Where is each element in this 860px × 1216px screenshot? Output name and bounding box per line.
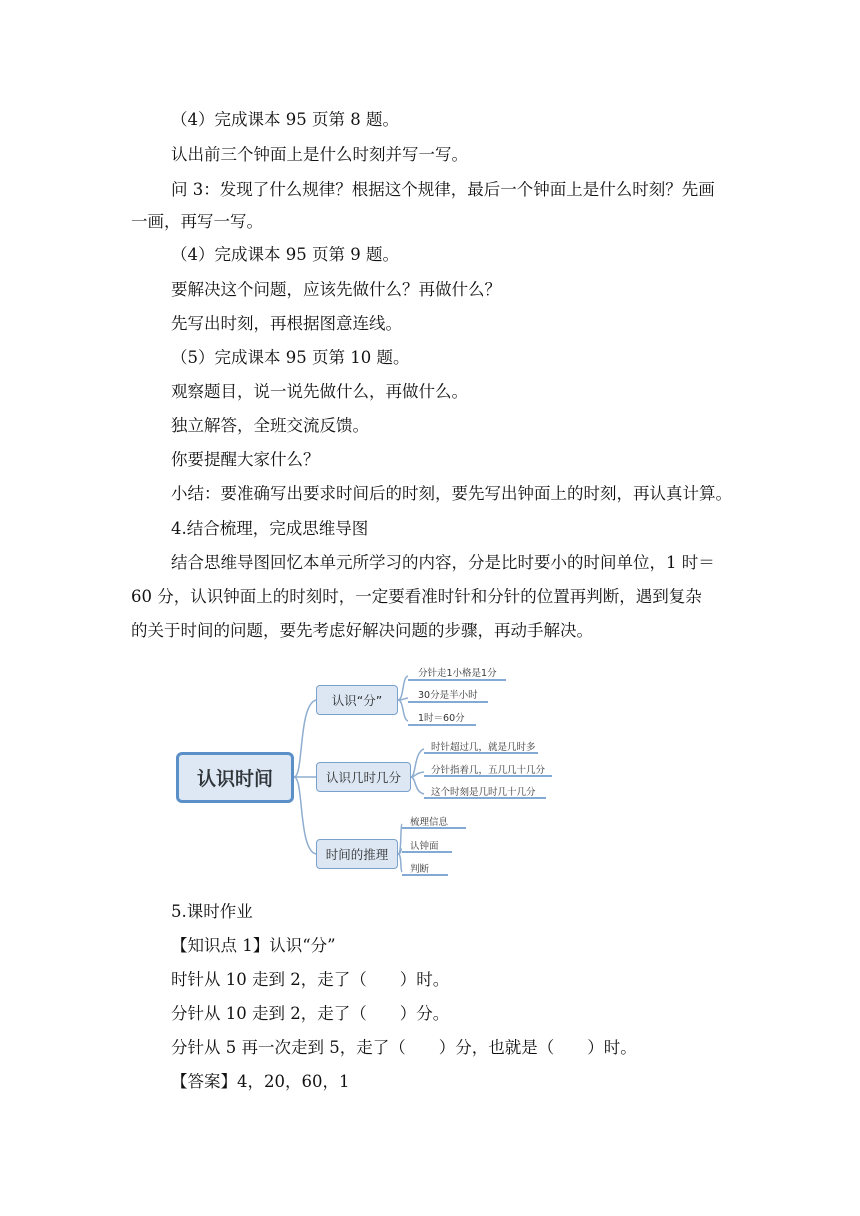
- paragraph: 你要提醒大家什么？: [171, 450, 320, 469]
- answer: 【答案】4，20，60，1: [171, 1072, 350, 1091]
- question-3: 问 3：发现了什么规律？根据这个规律，最后一个钟面上是什么时刻？先画: [171, 180, 715, 199]
- mind-map: [176, 660, 576, 885]
- leaf: 1时＝60分: [418, 713, 465, 724]
- paragraph: 先写出时刻，再根据图意连线。: [171, 314, 402, 333]
- homework-title: 5.课时作业: [171, 902, 253, 921]
- leaf: 分针指着几，五几几十几分: [431, 765, 546, 776]
- knowledge-point-1: 【知识点 1】认识“分”: [171, 936, 336, 955]
- summary: 小结：要准确写出要求时间后的时刻，要先写出钟面上的时刻，再认真计算。: [171, 484, 732, 503]
- question-2: 分针从 10 走到 2，走了（ ）分。: [171, 1004, 450, 1023]
- leaf: 认钟面: [410, 841, 439, 852]
- leaf: 梳理信息: [410, 817, 449, 828]
- question-3: 分针从 5 再一次走到 5，走了（ ）分，也就是（ ）时。: [171, 1038, 637, 1057]
- leaf: 判断: [410, 864, 430, 875]
- leaf: 时针超过几，就是几时多: [431, 742, 536, 753]
- branch-recognize-minute: 认识“分”: [316, 685, 398, 715]
- question-1: 时针从 10 走到 2，走了（ ）时。: [171, 970, 450, 989]
- exercise-8-heading: （4）完成课本 95 页第 8 题。: [171, 110, 399, 129]
- exercise-9-heading: （4）完成课本 95 页第 9 题。: [171, 245, 399, 264]
- leaf: 分针走1小格是1分: [418, 668, 497, 679]
- paragraph: 的关于时间的问题，要先考虑好解决问题的步骤，再动手解决。: [131, 621, 593, 640]
- branch-hours-minutes: 认识几时几分: [316, 762, 411, 792]
- section-4-heading: 4.结合梳理，完成思维导图: [171, 519, 369, 538]
- paragraph: 结合思维导图回忆本单元所学习的内容，分是比时要小的时间单位，1 时＝: [171, 553, 715, 572]
- leaf: 30分是半小时: [418, 690, 478, 701]
- paragraph: 要解决这个问题，应该先做什么？再做什么？: [171, 280, 501, 299]
- exercise-10-heading: （5）完成课本 95 页第 10 题。: [171, 348, 410, 367]
- mind-map-root: 认识时间: [176, 752, 294, 803]
- branch-time-reasoning: 时间的推理: [316, 839, 398, 869]
- paragraph: 认出前三个钟面上是什么时刻并写一写。: [171, 145, 468, 164]
- question-3-cont: 一画，再写一写。: [131, 212, 263, 231]
- paragraph: 观察题目，说一说先做什么，再做什么。: [171, 382, 468, 401]
- paragraph: 60 分，认识钟面上的时刻时，一定要看准时针和分针的位置再判断，遇到复杂: [131, 587, 702, 606]
- paragraph: 独立解答，全班交流反馈。: [171, 416, 369, 435]
- leaf: 这个时刻是几时几十几分: [431, 787, 536, 798]
